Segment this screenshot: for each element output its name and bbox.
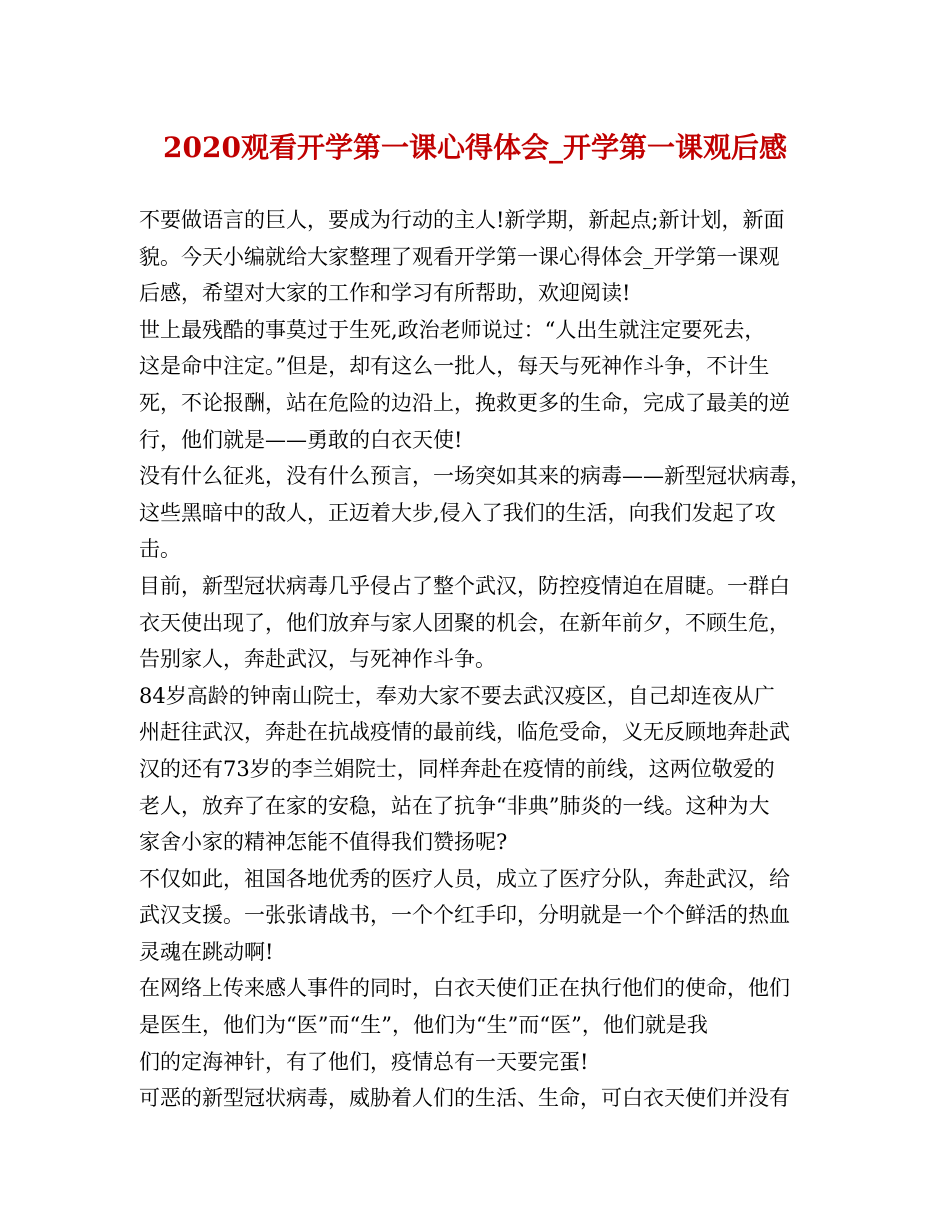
paragraph <box>139 568 819 678</box>
text-line: 州赶往武汉，奔赴在抗战疫情的最前线，临危受命，义无反顾地奔赴武 <box>139 720 790 745</box>
paragraph <box>139 970 819 1080</box>
paragraph <box>139 1080 819 1117</box>
text-line: 汉的还有73岁的李兰娟院士，同样奔赴在疫情的前线，这两位敬爱的 <box>139 756 775 781</box>
paragraph <box>139 312 819 458</box>
text-line: 目前，新型冠状病毒几乎侵占了整个武汉，防控疫情迫在眉睫。一群白 <box>139 573 790 598</box>
text-line: 在网络上传来感人事件的同时，白衣天使们正在执行他们的使命，他们 <box>139 976 790 1001</box>
text-line: 世上最残酷的事莫过于生死,政治老师说过：“人出生就注定要死去， <box>139 317 766 342</box>
text-line: 告别家人，奔赴武汉，与死神作斗争。 <box>139 647 496 672</box>
text-line: 灵魂在跳动啊! <box>139 939 274 964</box>
text-line: 不仅如此，祖国各地优秀的医疗人员，成立了医疗分队，奔赴武汉，给 <box>139 866 790 891</box>
text-line: 们的定海神针，有了他们，疫情总有一天要完蛋! <box>139 1049 589 1074</box>
text-line: 死，不论报酬，站在危险的边沿上，挽救更多的生命，完成了最美的逆 <box>139 390 790 415</box>
text-line: 这些黑暗中的敌人，正迈着大步,侵入了我们的生活，向我们发起了攻 <box>139 500 776 525</box>
paragraph <box>139 202 819 312</box>
document-body <box>139 202 819 1117</box>
text-line: 老人，放弃了在家的安稳，站在了抗争“非典”肺炎的一线。这种为大 <box>139 793 770 818</box>
text-line: 84岁高龄的钟南山院士，奉劝大家不要去武汉疫区，自己却连夜从广 <box>139 683 775 708</box>
text-line: 貌。今天小编就给大家整理了观看开学第一课心得体会_开学第一课观 <box>139 244 780 269</box>
text-line: 衣天使出现了，他们放弃与家人团聚的机会，在新年前夕，不顾生危， <box>139 610 790 635</box>
text-line: 这是命中注定。”但是，却有这么一批人，每天与死神作斗争，不计生 <box>139 354 770 379</box>
text-line: 后感，希望对大家的工作和学习有所帮助，欢迎阅读! <box>139 281 631 306</box>
document-title: 2020观看开学第一课心得体会_开学第一课观后感 <box>163 131 787 164</box>
text-line: 家舍小家的精神怎能不值得我们赞扬呢? <box>139 830 508 855</box>
text-line: 是医生，他们为“医”而“生”，他们为“生”而“医”，他们就是我 <box>139 1013 708 1038</box>
paragraph <box>139 678 819 861</box>
paragraph <box>139 458 819 568</box>
text-line: 武汉支援。一张张请战书，一个个红手印，分明就是一个个鲜活的热血 <box>139 903 790 928</box>
text-line: 可恶的新型冠状病毒，威胁着人们的生活、生命，可白衣天使们并没有 <box>139 1086 790 1111</box>
text-line: 击。 <box>139 537 181 562</box>
text-line: 行，他们就是——勇敢的白衣天使! <box>139 427 463 452</box>
text-line: 没有什么征兆，没有什么预言，一场突如其来的病毒——新型冠状病毒， <box>139 464 811 489</box>
text-line: 不要做语言的巨人，要成为行动的主人!新学期，新起点;新计划，新面 <box>139 208 785 232</box>
paragraph <box>139 861 819 971</box>
